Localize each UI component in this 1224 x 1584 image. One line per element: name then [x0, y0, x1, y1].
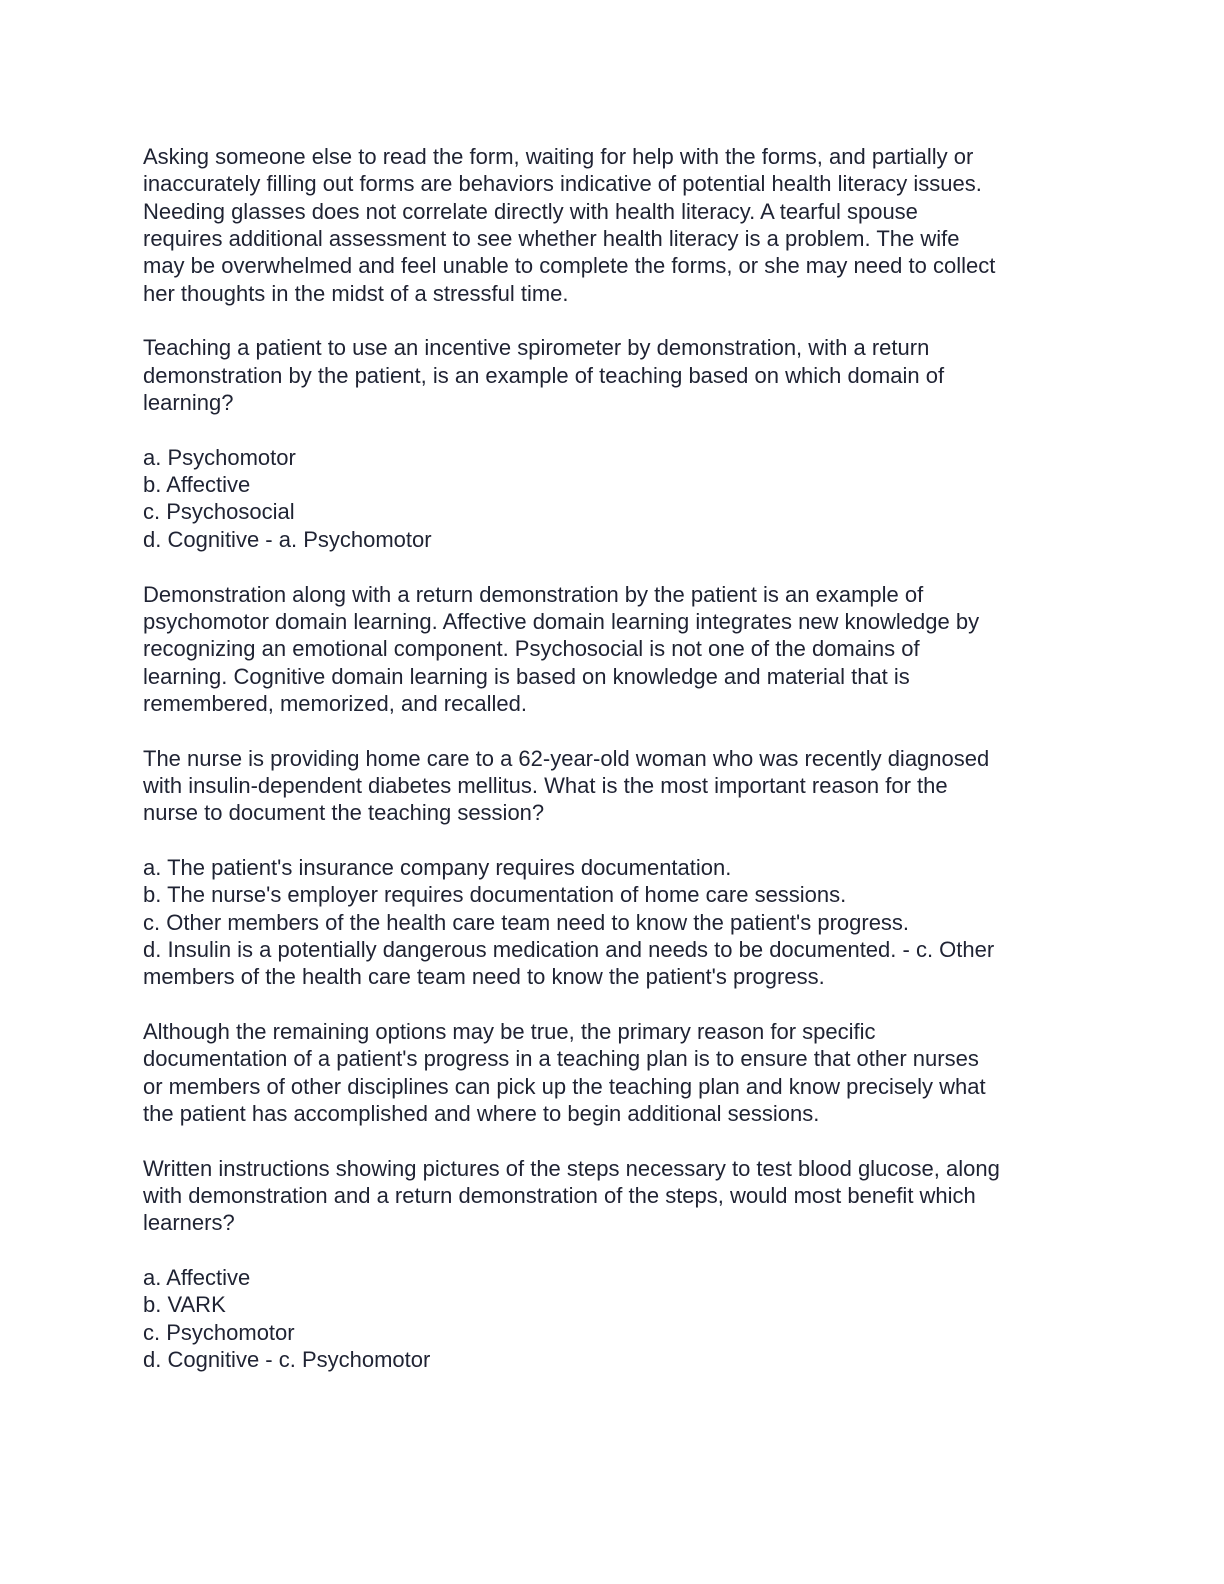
text-line: psychomotor domain learning. Affective domain learning integrates new knowledge by — [143, 608, 980, 634]
text-line: learning? — [143, 390, 234, 416]
text-line: c. Psychosocial — [143, 499, 295, 525]
document-page — [143, 143, 1103, 1401]
text-line: The nurse is providing home care to a 62-year-old woman who was recently diagnosed — [143, 745, 990, 771]
text-line: Needing glasses does not correlate directly with health literacy. A tearful spouse — [143, 198, 918, 224]
text-line: documentation of a patient's progress in a teaching plan is to ensure that other nurses — [143, 1046, 979, 1072]
text-line: her thoughts in the midst of a stressful time. — [143, 280, 569, 306]
text-line: c. Psychomotor — [143, 1319, 295, 1345]
paragraph — [143, 1155, 1103, 1237]
text-line: inaccurately filling out forms are behaviors indicative of potential health literacy issues. — [143, 171, 982, 197]
text-line: d. Cognitive - a. Psychomotor — [143, 526, 432, 552]
text-line: c. Other members of the health care team need to know the patient's progress. — [143, 909, 910, 935]
text-line: members of the health care team need to know the patient's progress. — [143, 964, 825, 990]
text-line: recognizing an emotional component. Psychosocial is not one of the domains of — [143, 636, 920, 662]
text-line: a. The patient's insurance company requires documentation. — [143, 854, 732, 880]
paragraph — [143, 854, 1103, 991]
text-line: may be overwhelmed and feel unable to complete the forms, or she may need to collect — [143, 253, 996, 279]
text-line: with demonstration and a return demonstration of the steps, would most benefit which — [143, 1183, 976, 1209]
text-line: Written instructions showing pictures of the steps necessary to test blood glucose, along — [143, 1155, 1000, 1181]
paragraph — [143, 1018, 1103, 1127]
text-line: d. Insulin is a potentially dangerous medication and needs to be documented. - c. Other — [143, 936, 995, 962]
text-line: learners? — [143, 1210, 235, 1236]
text-line: Although the remaining options may be true, the primary reason for specific — [143, 1019, 876, 1044]
paragraph — [143, 1264, 1103, 1373]
paragraph — [143, 334, 1103, 416]
paragraph — [143, 581, 1103, 718]
text-line: the patient has accomplished and where to begin additional sessions. — [143, 1101, 820, 1127]
text-line: Asking someone else to read the form, waiting for help with the forms, and partially or — [143, 144, 974, 169]
text-line: or members of other disciplines can pick up the teaching plan and know precisely what — [143, 1073, 986, 1099]
text-line: a. Affective — [143, 1265, 251, 1291]
text-line: Demonstration along with a return demonstration by the patient is an example of — [143, 581, 924, 607]
text-line: remembered, memorized, and recalled. — [143, 690, 527, 716]
text-line: requires additional assessment to see whether health literacy is a problem. The wife — [143, 226, 960, 252]
text-line: nurse to document the teaching session? — [143, 800, 545, 826]
text-line: with insulin-dependent diabetes mellitus. What is the most important reason for the — [143, 772, 948, 798]
paragraph — [143, 444, 1103, 553]
text-line: b. Affective — [143, 472, 251, 498]
paragraph — [143, 143, 1103, 307]
text-line: d. Cognitive - c. Psychomotor — [143, 1347, 431, 1373]
text-line: a. Psychomotor — [143, 444, 296, 470]
text-line: b. VARK — [143, 1292, 226, 1318]
text-line: learning. Cognitive domain learning is based on knowledge and material that is — [143, 663, 910, 689]
paragraph — [143, 745, 1103, 827]
text-line: b. The nurse's employer requires documentation of home care sessions. — [143, 882, 847, 908]
text-line: Teaching a patient to use an incentive spirometer by demonstration, with a return — [143, 335, 930, 361]
text-line: demonstration by the patient, is an example of teaching based on which domain of — [143, 362, 945, 388]
